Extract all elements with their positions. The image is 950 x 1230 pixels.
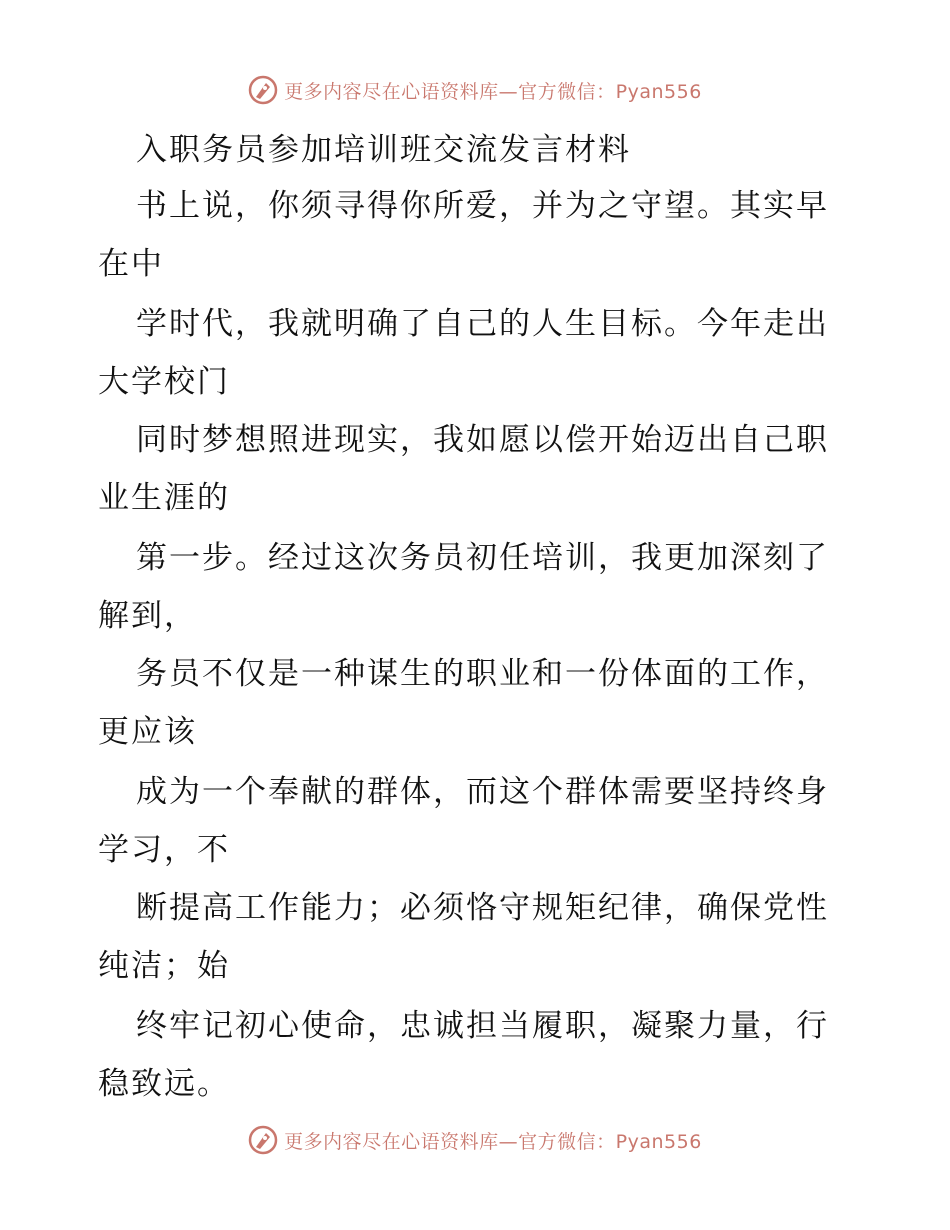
- paragraph-line: 书上说，你须寻得你所爱，并为之守望。其实早: [136, 188, 829, 224]
- header-watermark-text: 更多内容尽在心语资料库—官方微信：Pyan556: [284, 80, 702, 103]
- paragraph-line: 第一步。经过这次务员初任培训，我更加深刻了: [136, 540, 829, 576]
- paragraph-line: 业生涯的: [98, 480, 230, 516]
- paragraph-line: 纯洁；始: [98, 948, 230, 984]
- paragraph-line: 学时代，我就明确了自己的人生目标。今年走出: [136, 306, 829, 342]
- paragraph-line: 解到，: [98, 598, 197, 634]
- pen-nib-logo-icon: [248, 75, 278, 105]
- paragraph-line: 学习，不: [98, 832, 230, 868]
- header-watermark-banner: [0, 72, 950, 108]
- paragraph-line: 断提高工作能力；必须恪守规矩纪律，确保党性: [136, 890, 829, 926]
- pen-nib-logo-icon: [248, 1125, 278, 1155]
- paragraph-line: 终牢记初心使命，忠诚担当履职，凝聚力量，行: [136, 1008, 829, 1044]
- paragraph-line: 稳致远。: [98, 1066, 230, 1102]
- paragraph-line: 同时梦想照进现实，我如愿以偿开始迈出自己职: [136, 422, 829, 458]
- paragraph-line: 成为一个奉献的群体，而这个群体需要坚持终身: [136, 774, 829, 810]
- footer-watermark-text: 更多内容尽在心语资料库—官方微信：Pyan556: [284, 1130, 702, 1153]
- paragraph-line: 大学校门: [98, 364, 230, 400]
- paragraph-line: 务员不仅是一种谋生的职业和一份体面的工作，: [136, 656, 829, 692]
- footer-watermark-banner: [0, 1122, 950, 1158]
- paragraph-line: 在中: [98, 246, 164, 282]
- paragraph-line: 更应该: [98, 714, 197, 750]
- document-title: 入职务员参加培训班交流发言材料: [136, 132, 631, 168]
